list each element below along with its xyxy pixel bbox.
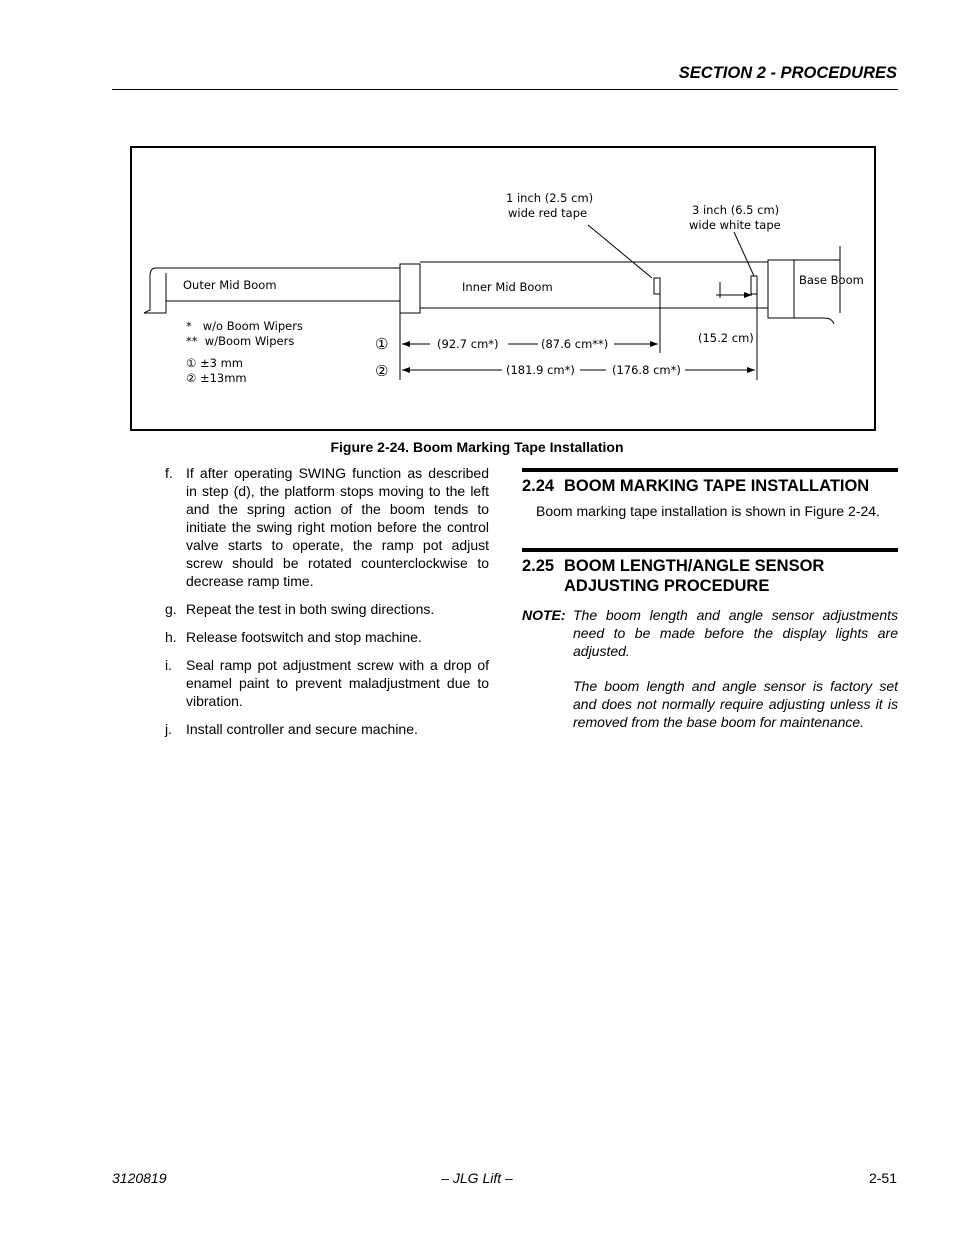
step-text: If after operating SWING function as described in step (d), the platform stops moving to the left and the spring action of the boom tends to initiate the swing right motion before the control valve starts to operate, the ramp pot adjust screw should be rotated counterclockwise to decrease ramp time.: [186, 465, 489, 589]
note-paragraph-1: The boom length and angle sensor adjustments need to be made before the display lights are adjusted.: [573, 607, 898, 659]
section-number: 2.25: [522, 557, 555, 575]
section-title: BOOM MARKING TAPE INSTALLATION: [564, 477, 870, 495]
procedure-steps: [165, 464, 489, 748]
step-i: [165, 656, 489, 710]
section-2-25-rule: [522, 548, 898, 552]
step-h: [165, 628, 489, 646]
header-rule: [112, 89, 898, 90]
section-title: BOOM LENGTH/ANGLE SENSOR ADJUSTING PROCEDURE: [564, 557, 825, 595]
step-letter: i.: [165, 657, 172, 673]
figure-frame: [130, 146, 876, 431]
step-g: [165, 600, 489, 618]
red-tape-leader: [588, 225, 652, 278]
note-body: [573, 606, 898, 748]
section-number: 2.24: [522, 477, 555, 495]
section-2-24-heading: [522, 476, 898, 496]
section-2-24-rule: [522, 468, 898, 472]
outer-collar: [400, 264, 420, 313]
note-label: NOTE:: [522, 607, 566, 623]
step-j: [165, 720, 489, 738]
dim-87-6: (87.6 cm**): [541, 337, 609, 351]
section-2-25-heading: [522, 556, 898, 596]
dim2-arrow-left: [402, 367, 410, 373]
step-text: Repeat the test in both swing directions.: [186, 601, 435, 617]
marker-2: ②: [375, 362, 389, 380]
step-f: [165, 464, 489, 590]
dim-181-9: (181.9 cm*): [506, 363, 575, 377]
dim1-arrow-right: [650, 341, 658, 347]
step-text: Release footswitch and stop machine.: [186, 629, 422, 645]
label-base-boom: Base Boom: [799, 273, 864, 287]
step-letter: h.: [165, 629, 177, 645]
dim-92-7: (92.7 cm*): [437, 337, 499, 351]
legend-wo-wipers: * w/o Boom Wipers: [186, 319, 303, 333]
label-white-tape-2: wide white tape: [689, 218, 781, 232]
label-white-tape-1: 3 inch (6.5 cm): [692, 203, 780, 217]
dim1-arrow-left: [402, 341, 410, 347]
note-paragraph-2: The boom length and angle sensor is factory set and does not normally require adjusting unless it is removed from the base boom for maintenance.: [573, 678, 898, 730]
label-outer-mid-boom: Outer Mid Boom: [183, 278, 277, 292]
white-tape-marker: [751, 276, 757, 294]
step-letter: g.: [165, 601, 177, 617]
figure-caption: Figure 2-24. Boom Marking Tape Installation: [330, 439, 624, 455]
step-text: Seal ramp pot adjustment screw with a drop of enamel paint to prevent maladjustment due to vibration.: [186, 657, 489, 709]
dim-176-8: (176.8 cm*): [612, 363, 681, 377]
footer-brand: – JLG Lift –: [441, 1170, 513, 1186]
dim2-arrow-right: [747, 367, 755, 373]
base-collar: [768, 260, 794, 318]
marker-1: ①: [375, 335, 389, 353]
right-column: [522, 468, 898, 748]
boom-diagram: [132, 148, 878, 433]
note-block: [522, 606, 898, 748]
legend-tolerance-2: ② ±13mm: [186, 371, 247, 385]
red-tape-marker: [654, 278, 660, 294]
step-letter: j.: [165, 721, 172, 737]
footer-doc-number: 3120819: [112, 1170, 167, 1186]
white-tape-leader: [734, 232, 754, 276]
legend-tolerance-1: ① ±3 mm: [186, 356, 243, 370]
label-inner-mid-boom: Inner Mid Boom: [462, 280, 553, 294]
step-text: Install controller and secure machine.: [186, 721, 418, 737]
section-header: SECTION 2 - PROCEDURES: [678, 64, 897, 82]
label-red-tape-2: wide red tape: [508, 206, 588, 220]
legend-w-wipers: ** w/Boom Wipers: [186, 334, 295, 348]
label-red-tape-1: 1 inch (2.5 cm): [506, 191, 594, 205]
footer-page-number: 2-51: [868, 1170, 897, 1186]
section-2-24-body: Boom marking tape installation is shown in Figure 2-24.: [536, 503, 880, 519]
step-letter: f.: [165, 465, 173, 481]
dim-15-2: (15.2 cm): [698, 331, 754, 345]
